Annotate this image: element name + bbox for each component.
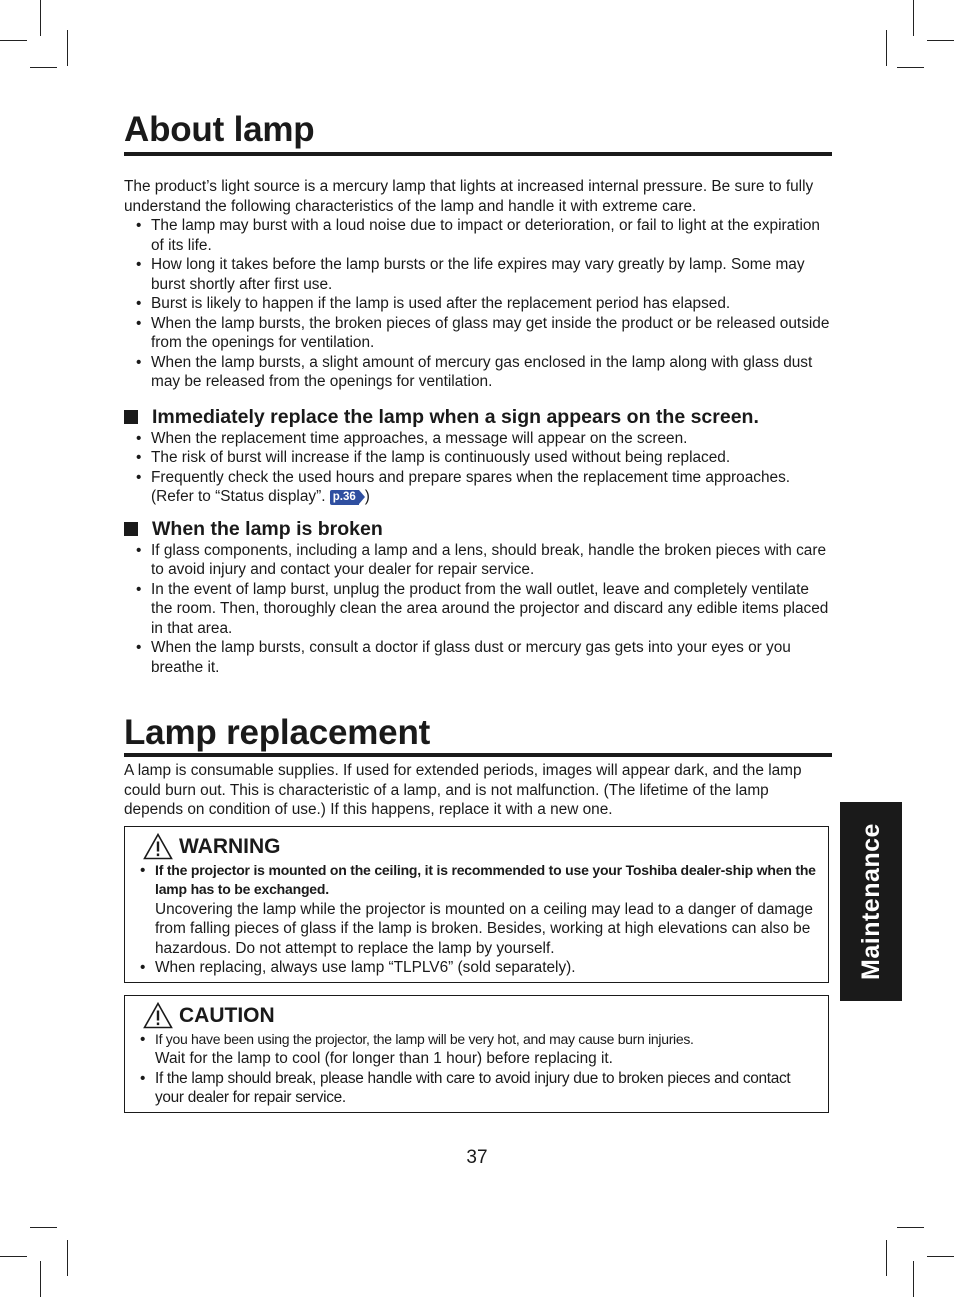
warning-heading (137, 833, 816, 861)
list-item-text-end: ) (364, 488, 370, 505)
crop-mark (0, 40, 27, 41)
lamp-replacement-intro: A lamp is consumable supplies. If used for extended periods, images will appear dark, and the lamp could burn out. This is characteristic of a lamp, and is not malfunction. (The lifetime of the lamp depends on condition of use.) If this happens, replace it with a new one. (124, 762, 802, 818)
caution-heading (137, 1002, 816, 1030)
about-lamp-intro: The product’s light source is a mercury lamp that lights at increased internal pressure. Be sure to fully understand the following characteristics of the lamp and handle it with extreme care. (124, 178, 814, 215)
crop-mark (913, 0, 914, 36)
lamp-replacement-title: Lamp replacement (124, 713, 832, 757)
crop-mark (913, 1261, 914, 1297)
crop-mark (927, 40, 954, 41)
list-item: • When the lamp bursts, consult a doctor if glass dust or mercury gas gets into your eyes or you breathe it. (124, 638, 832, 677)
warning-triangle-icon (143, 833, 173, 860)
list-item: • The risk of burst will increase if the lamp is continuously used without being replaced. (124, 448, 832, 468)
page-reference-link[interactable]: p.36 (330, 490, 359, 505)
list-item (137, 1030, 816, 1069)
caution-list (137, 1030, 816, 1108)
about-lamp-list (124, 216, 832, 392)
warning-detail: Uncovering the lamp while the projector is mounted on a ceiling may lead to a danger of damage from falling pieces of glass if the lamp is broken. Besides, working at high elevations can also be hazardous. Do not attempt to replace the lamp by yourself. (155, 900, 813, 957)
list-item: • When the lamp bursts, the broken pieces of glass may get inside the product or be released outside from the openings for ventilation. (124, 314, 832, 353)
list-item: • If glass components, including a lamp and a lens, should break, handle the broken pieces with care to avoid injury and contact your dealer for repair service. (124, 541, 832, 580)
list-item (124, 468, 832, 507)
crop-mark (897, 1227, 924, 1228)
list-item: • The lamp may burst with a loud noise due to impact or deterioration, or fail to light at the expiration of its life. (124, 216, 832, 255)
caution-box (124, 995, 829, 1113)
crop-mark (40, 0, 41, 36)
replace-sign-heading (124, 405, 832, 429)
lamp-broken-heading (124, 517, 832, 541)
page-number: 37 (466, 1147, 488, 1168)
list-item: • When the lamp bursts, a slight amount of mercury gas enclosed in the lamp along with glass dust may be released from the openings for ventilation. (124, 353, 832, 392)
page-content (124, 108, 832, 1113)
list-item: • How long it takes before the lamp bursts or the life expires may vary greatly by lamp. Some may burst shortly after first use. (124, 255, 832, 294)
crop-mark (67, 1240, 68, 1276)
list-item: • When replacing, always use lamp “TLPLV6” (sold separately). (137, 958, 816, 978)
caution-label: CAUTION (179, 1003, 275, 1027)
crop-mark (886, 1240, 887, 1276)
crop-mark (40, 1261, 41, 1297)
replace-sign-list (124, 429, 832, 507)
section-side-tab (840, 802, 902, 1001)
list-item: • Burst is likely to happen if the lamp is used after the replacement period has elapsed. (124, 294, 832, 314)
list-item: • When the replacement time approaches, a message will appear on the screen. (124, 429, 832, 449)
list-item (137, 861, 816, 959)
square-bullet-icon (124, 410, 138, 424)
list-item-text: Frequently check the used hours and prepare spares when the replacement time approaches. (Refer to “Status display”. (151, 468, 791, 505)
warning-list (137, 861, 816, 978)
square-bullet-icon (124, 522, 138, 536)
warning-triangle-icon (143, 1002, 173, 1029)
list-item: • In the event of lamp burst, unplug the product from the wall outlet, leave and completely ventilate the room. Then, thoroughly clean the area around the projector and discard any edible items placed in that area. (124, 580, 832, 639)
crop-mark (886, 30, 887, 66)
about-lamp-title: About lamp (124, 108, 832, 156)
crop-mark (897, 67, 924, 68)
warning-label: WARNING (179, 834, 281, 858)
crop-mark (67, 30, 68, 66)
crop-mark (30, 67, 57, 68)
warning-box (124, 826, 829, 983)
warning-emphasis: If the projector is mounted on the ceiling, it is recommended to use your Toshiba dealer-ship when the lamp has to be exchanged. (155, 861, 816, 897)
side-tab-label: Maintenance (856, 823, 885, 980)
caution-first-line: If you have been using the projector, the lamp will be very hot, and may cause burn injuries. (155, 1030, 694, 1047)
crop-mark (30, 1227, 57, 1228)
crop-mark (0, 1256, 27, 1257)
lamp-broken-heading-text: When the lamp is broken (152, 517, 383, 540)
list-item: • If the lamp should break, please handle with care to avoid injury due to broken pieces and contact your dealer for repair service. (137, 1069, 816, 1108)
replace-sign-heading-text: Immediately replace the lamp when a sign appears on the screen. (152, 405, 759, 428)
caution-detail: Wait for the lamp to cool (for longer than 1 hour) before replacing it. (155, 1050, 613, 1067)
crop-mark (927, 1256, 954, 1257)
lamp-broken-list (124, 541, 832, 678)
